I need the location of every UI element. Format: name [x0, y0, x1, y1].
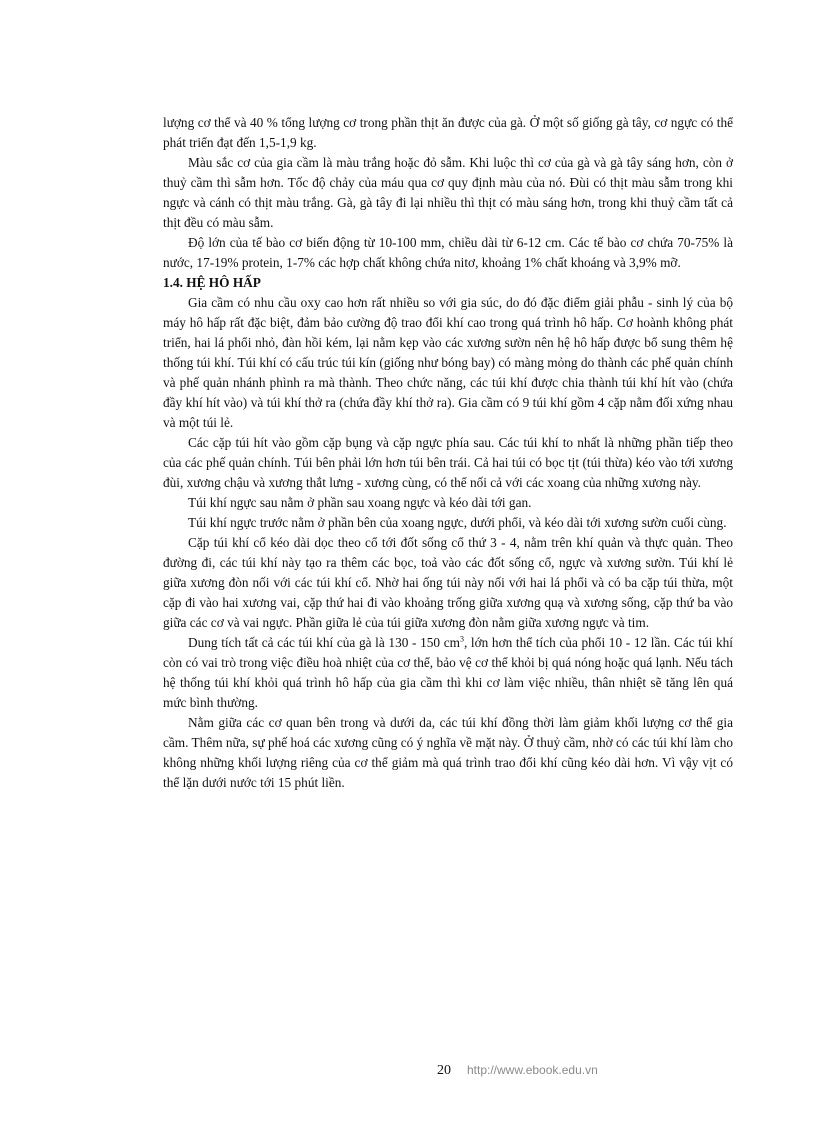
- paragraph-respiratory-intro: Gia cầm có nhu cầu oxy cao hơn rất nhiều so với gia súc, do đó đặc điểm giải phẫu - sinh lý của bộ máy hô hấp rất đặc biệt, đảm bảo cường độ trao đổi khí cao trong quá trình hô hấp. Cơ hoành không phát triển, hai lá phổi nhỏ, đàn hồi kém, lại nằm kẹp vào các xương sườn nên hệ hô hấp được bổ sung thêm hệ thống túi khí. Túi khí có cấu trúc túi kín (giống như bóng bay) có màng mỏng do thành các phế quản chính và phế quản nhánh phình ra mà thành. Theo chức năng, các túi khí được chia thành túi khí hít vào (chứa đầy khí hít vào) và túi khí thở ra (chứa đầy khí thở ra). Gia cầm có 9 túi khí gồm 4 cặp nằm đối xứng nhau và một túi lẻ.: [163, 295, 733, 430]
- paragraph-muscle-color: Màu sắc cơ của gia cầm là màu trắng hoặc đỏ sẫm. Khi luộc thì cơ của gà và gà tây sáng hơn, còn ở thuỷ cầm thì sẫm hơn. Tốc độ chảy của máu qua cơ quy định màu của nó. Đùi có thịt màu sẫm trong khi ngực và cánh có thịt màu trắng. Gà, gà tây đi lại nhiều thì thịt có màu sáng hơn, trong khi thuỷ cầm tất cả thịt đều có màu sẫm.: [163, 155, 733, 230]
- paragraph-cervical-sacs: Cặp túi khí cổ kéo dài dọc theo cổ tới đốt sống cổ thứ 3 - 4, nằm trên khí quản và thực quản. Theo đường đi, các túi khí này tạo ra thêm các bọc, toả vào các đốt sống cổ, ngực và xương sườn. Túi khí lẻ giữa xương đòn nối với các túi khí cổ. Nhờ hai ống túi này nối với hai lá phổi và có ba cặp túi thừa, một cặp đi vào hai xương vai, cặp thứ hai đi vào khoảng trống giữa xương quạ và xương sống, cặp thứ ba vào giữa các cơ và vai ngực. Phần giữa lẻ của túi giữa xương đòn nằm giữa xương ngực và tim.: [163, 535, 733, 630]
- section-heading: 1.4. HỆ HÔ HẤP: [163, 275, 261, 290]
- paragraph-muscle-mass: lượng cơ thể và 40 % tổng lượng cơ trong phần thịt ăn được của gà. Ở một số giống gà tây, cơ ngực có thể phát triển đạt đến 1,5-1,9 kg.: [163, 115, 733, 150]
- paragraph-inhalation-sacs: Các cặp túi hít vào gồm cặp bụng và cặp ngực phía sau. Các túi khí to nhất là những phần tiếp theo của các phế quản chính. Túi bên phải lớn hơn túi bên trái. Cả hai túi có bọc tịt (túi thừa) kéo vào tới xương đùi, xương chậu và xương thắt lưng - xương cùng, có thể nối cả với các xoang của những xương này.: [163, 435, 733, 490]
- capacity-text-end: , lớn hơn thể tích của phổi 10 - 12 lần. Các túi khí còn có vai trò trong việc điều hoà nhiệt của cơ thể, bảo vệ cơ thể khỏi bị quá nóng hoặc quá lạnh. Nếu tách hệ thống túi khí khỏi quá trình hô hấp của gia cầm thì khi cơ làm việc nhiều, thân nhiệt sẽ tăng lên quá mức bình thường.: [163, 635, 733, 710]
- page-footer: [437, 1061, 598, 1079]
- paragraph-posterior-thoracic: Túi khí ngực sau nằm ở phần sau xoang ngực và kéo dài tới gan.: [188, 495, 532, 510]
- capacity-text-start: Dung tích tất cả các túi khí của gà là 130 - 150 cm: [188, 635, 460, 650]
- paragraph-muscle-cell: Độ lớn của tế bào cơ biến động từ 10-100 mm, chiều dài từ 6-12 cm. Các tế bào cơ chứa 70-75% là nước, 17-19% protein, 1-7% các hợp chất không chứa nitơ, khoảng 1% chất khoáng và 3,9% mỡ.: [163, 235, 733, 270]
- page-number: 20: [437, 1063, 451, 1078]
- footer-url-link[interactable]: http://www.ebook.edu.vn: [467, 1063, 598, 1077]
- paragraph-body-weight: Nằm giữa các cơ quan bên trong và dưới da, các túi khí đồng thời làm giảm khối lượng cơ thể gia cầm. Thêm nữa, sự phế hoá các xương cũng có ý nghĩa về mặt này. Ở thuỷ cầm, nhờ có các túi khí làm cho không những khối lượng riêng của cơ thể giảm mà quá trình trao đổi khí cũng kéo dài hơn. Vì vậy vịt có thể lặn dưới nước tới 15 phút liền.: [163, 715, 733, 790]
- superscript-cubic: 3: [459, 634, 464, 644]
- paragraph-anterior-thoracic: Túi khí ngực trước nằm ở phần bên của xoang ngực, dưới phổi, và kéo dài tới xương sườn cuối cùng.: [188, 515, 727, 530]
- page-body: [163, 113, 733, 793]
- paragraph-air-sac-capacity: [163, 633, 733, 713]
